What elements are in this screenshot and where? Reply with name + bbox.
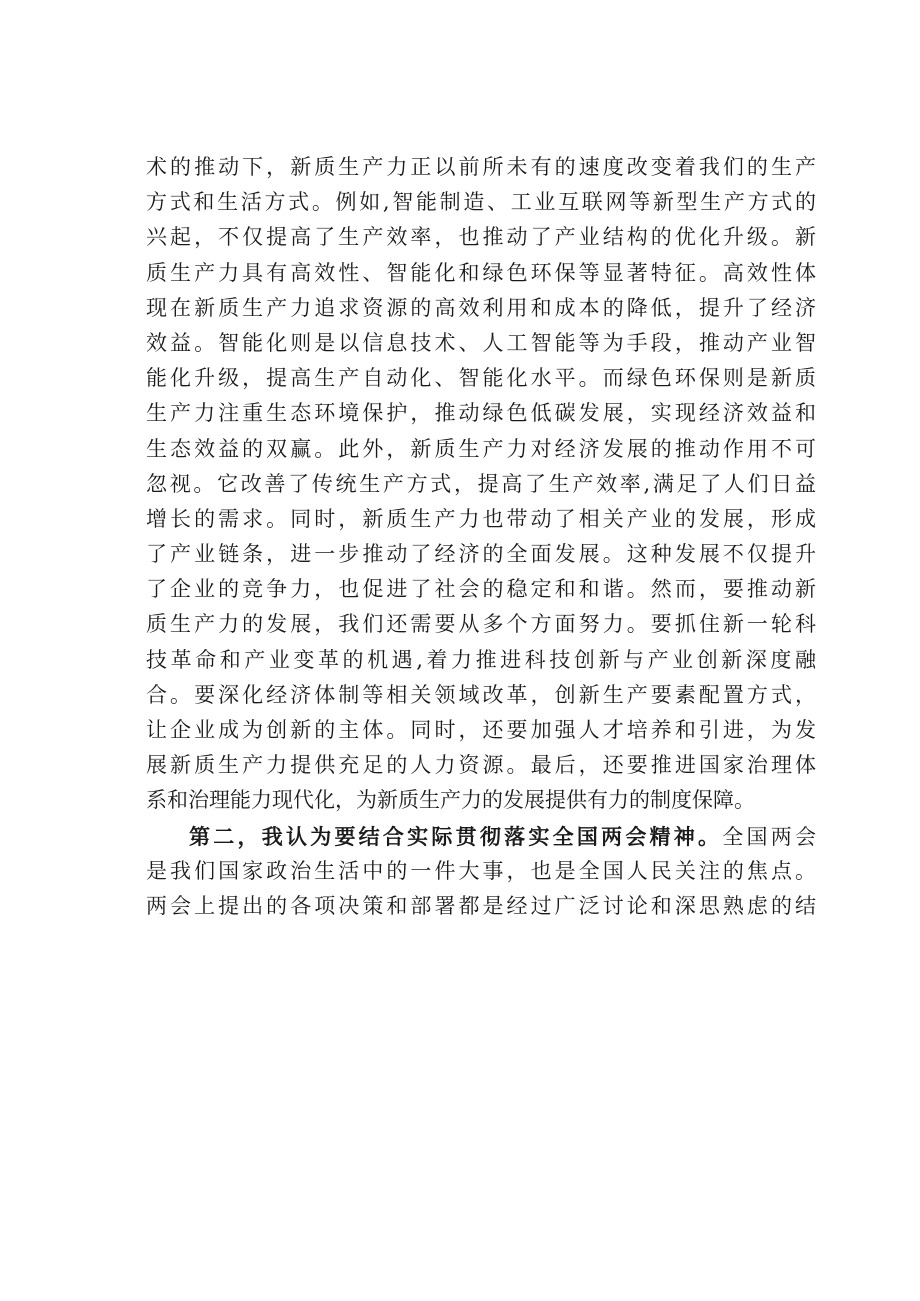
paragraph-1-line: 系和治理能力现代化，为新质生产力的发展提供有力的制度保障。 — [146, 788, 755, 813]
paragraph-1-line: 术的推动下，新质生产力正以前所未有的速度改变着我们的生产 — [146, 155, 816, 179]
paragraph-1-line: 合。要深化经济体制等相关领域改革，创新生产要素配置方式， — [146, 682, 816, 707]
paragraph-2-first-line — [146, 819, 816, 854]
paragraph-1-line: 展新质生产力提供充足的人力资源。最后，还要推进国家治理体 — [146, 753, 816, 778]
paragraph-1-line: 质生产力的发展，我们还需要从多个方面努力。要抓住新一轮科 — [146, 612, 816, 637]
paragraph-1-line: 了企业的竞争力，也促进了社会的稳定和和谐。然而，要推动新 — [146, 577, 816, 602]
paragraph-2-heading: 第二，我认为要结合实际贯彻落实全国两会精神。 — [189, 823, 723, 849]
paragraph-1-line: 兴起，不仅提高了生产效率，也推动了产业结构的优化升级。新 — [146, 225, 816, 250]
paragraph-1-line: 效益。智能化则是以信息技术、人工智能等为手段，推动产业智 — [146, 330, 816, 355]
paragraph-2-first-line-rest: 全国两会 — [722, 824, 817, 849]
paragraph-1-line: 生产力注重生态环境保护，推动绿色低碳发展，实现经济效益和 — [146, 401, 816, 426]
paragraph-1-line: 能化升级，提高生产自动化、智能化水平。而绿色环保则是新质 — [146, 366, 816, 391]
paragraph-1-line: 质生产力具有高效性、智能化和绿色环保等显著特征。高效性体 — [146, 260, 816, 285]
paragraph-2-line: 两会上提出的各项决策和部署都是经过广泛讨论和深思熟虑的结 — [146, 893, 816, 918]
paragraph-1-line: 生态效益的双赢。此外，新质生产力对经济发展的推动作用不可 — [146, 436, 816, 461]
paragraph-2 — [146, 819, 816, 925]
paragraph-2-line: 是我们国家政治生活中的一件大事，也是全国人民关注的焦点。 — [146, 858, 816, 883]
paragraph-1-line: 忽视。它改善了传统生产方式，提高了生产效率,满足了人们日益 — [146, 471, 816, 496]
paragraph-1-line: 了产业链条，进一步推动了经济的全面发展。这种发展不仅提升 — [146, 542, 816, 567]
paragraph-1-line: 现在新质生产力追求资源的高效利用和成本的降低，提升了经济 — [146, 295, 816, 320]
paragraph-1 — [146, 150, 816, 819]
paragraph-1-line: 技革命和产业变革的机遇,着力推进科技创新与产业创新深度融 — [146, 647, 816, 672]
document-body — [146, 150, 816, 924]
paragraph-1-line: 让企业成为创新的主体。同时，还要加强人才培养和引进，为发 — [146, 718, 816, 742]
paragraph-1-line: 增长的需求。同时，新质生产力也带动了相关产业的发展，形成 — [146, 506, 816, 531]
paragraph-1-line: 方式和生活方式。例如,智能制造、工业互联网等新型生产方式的 — [146, 190, 816, 215]
